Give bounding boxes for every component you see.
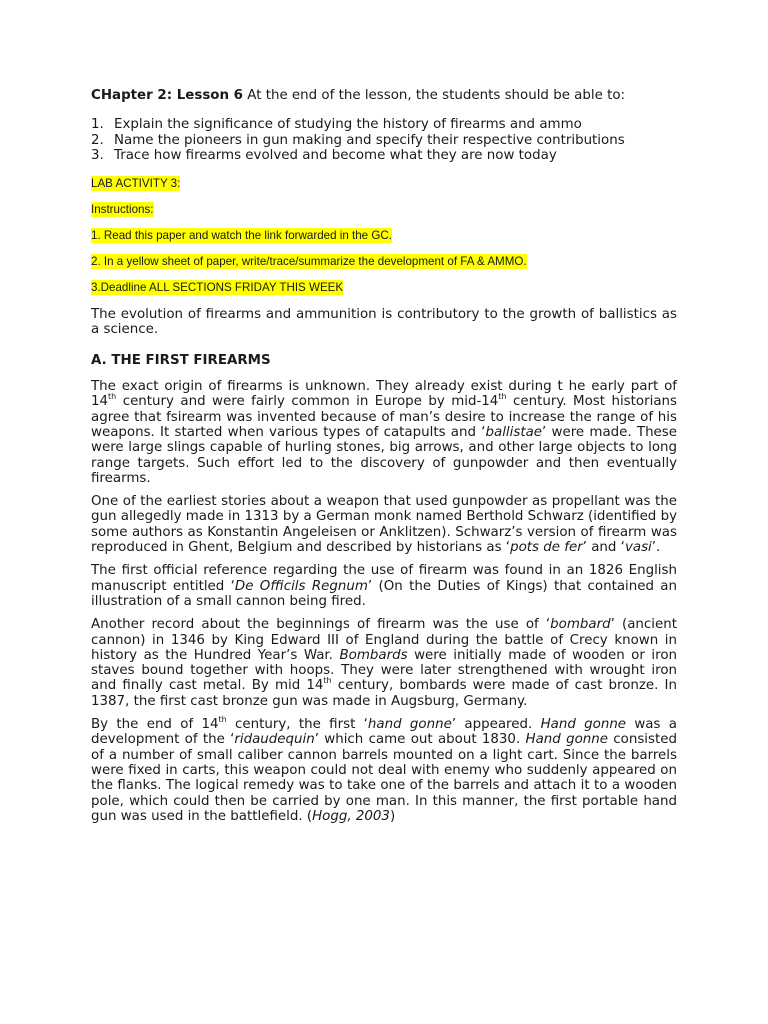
body-paragraph: Another record about the beginnings of firearm was the use of ‘bombard’ (ancient cannon) in 1346 by King Edward III of England during the battle of Crecy known in history as the Hundred Year’s War. Bombards were initially made of wooden or iron staves bound together with hoops. They were later strengthened with wrought iron and finally cast metal. By mid 14th century, bombards were made of cast bronze. In 1387, the first cast bronze gun was made in Augsburg, Germany. <box>91 617 677 709</box>
objective-item <box>91 133 677 148</box>
objective-text: Name the pioneers in gun making and specify their respective contributions <box>114 132 625 148</box>
body-paragraph: By the end of 14th century, the first ‘hand gonne’ appeared. Hand gonne was a development of the ‘ridaudequin’ which came out about 1830. Hand gonne consisted of a number of small caliber cannon barrels mounted on a light cart. Since the barrels were fixed in carts, this weapon could not deal with enemy who suddenly appeared on the flanks. The logical remedy was to take one of the barrels and attach it to a wooden pole, which could then be carried by one man. In this manner, the first portable hand gun was used in the battlefield. (Hogg, 2003) <box>91 715 678 824</box>
document-content <box>91 88 677 832</box>
lab-activity-title: LAB ACTIVITY 3: <box>91 177 181 191</box>
lab-instruction-item: 2. In a yellow sheet of paper, write/trace/summarize the development of FA & AMMO. <box>91 255 527 269</box>
objective-text: Explain the significance of studying the history of firearms and ammo <box>114 117 582 133</box>
lesson-title: CHapter 2: Lesson 6 <box>91 88 244 103</box>
objectives-list <box>91 117 677 163</box>
objective-item <box>91 148 677 163</box>
lab-instructions-label: Instructions: <box>91 203 154 217</box>
lesson-intro-text: At the end of the lesson, the students should be able to: <box>243 88 626 103</box>
objective-text: Trace how firearms evolved and become what they are now today <box>114 147 557 163</box>
objective-number: 2. <box>91 132 104 148</box>
body-intro-paragraph: The evolution of firearms and ammunition is contributory to the growth of ballistics as a science. <box>91 307 677 338</box>
body-paragraph: The first official reference regarding the use of firearm was found in an 1826 English manuscript entitled ‘De Officils Regnum’ (On the Duties of Kings) that contained an illustration of a small cannon being fired. <box>91 563 678 609</box>
objective-number: 1. <box>91 117 104 133</box>
lab-instruction-item: 1. Read this paper and watch the link forwarded in the GC. <box>91 229 392 243</box>
body-paragraph: One of the earliest stories about a weapon that used gunpowder as propellant was the gun allegedly made in 1313 by a German monk named Berthold Schwarz (identified by some authors as Konstantin Angeleisen or Anklitzen). Schwarz’s version of firearm was reproduced in Ghent, Belgium and described by historians as ‘pots de fer’ and ‘vasi’. <box>91 494 677 556</box>
section-heading: A. THE FIRST FIREARMS <box>91 352 271 368</box>
body-paragraph: The exact origin of firearms is unknown. They already exist during t he early part of 14th century and were fairly common in Europe by mid-14th century. Most historians agree that fsirearm was invented because of man’s desire to increase the range of his weapons. It started when various types of catapults and ‘ballistae’ were made. These were large slings capable of hurling stones, big arrows, and other large objects to long range targets. Such effort led to the discovery of gunpowder and then eventually firearms. <box>91 379 678 486</box>
lesson-intro <box>91 88 677 103</box>
lab-instruction-item: 3.Deadline ALL SECTIONS FRIDAY THIS WEEK <box>91 281 344 295</box>
objective-number: 3. <box>91 147 104 163</box>
objective-item <box>91 117 677 132</box>
